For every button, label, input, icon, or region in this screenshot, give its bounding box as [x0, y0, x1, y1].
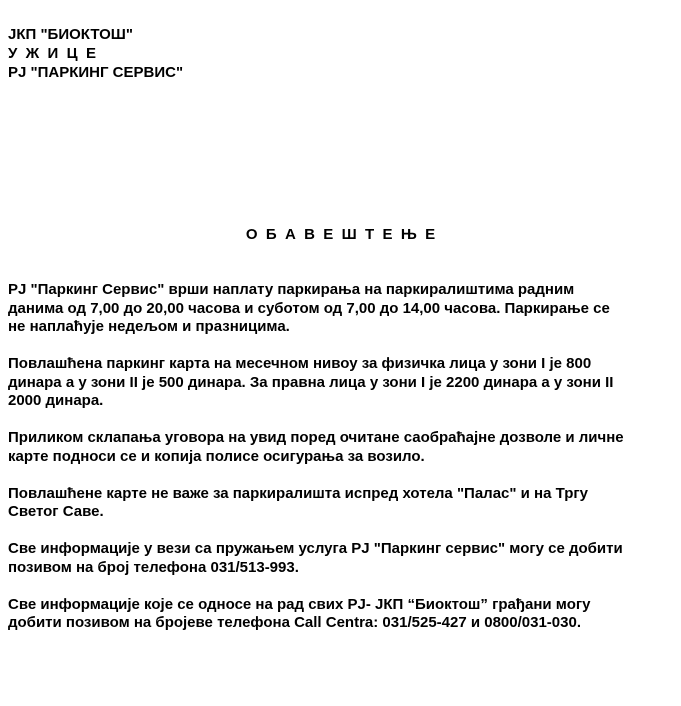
- paragraph-parking-hours: РЈ "Паркинг Сервис" врши наплату паркирања на паркиралиштима радним данима од 7,00 до 20,00 часова и суботом од 7,00 до 14,00 часова. Паркирање се не наплаћује недељом и празницима.: [8, 281, 610, 335]
- header-company-name: ЈКП "БИОКТОШ": [8, 26, 133, 43]
- header-unit-name: РЈ "ПАРКИНГ СЕРВИС": [8, 64, 184, 81]
- notice-body: [8, 281, 678, 651]
- paragraph-call-center: Све информације које се односе на рад свих РЈ- ЈКП “Биоктош” грађани могу добити позивом на бројеве телефона Call Centra: 031/525-427 и 0800/031-030.: [8, 595, 591, 631]
- organization-header: [8, 25, 183, 82]
- paragraph-monthly-card-prices: Повлашћена паркинг карта на месечном нивоу за физичка лица у зони I је 800 динара а у зони II је 500 динара. За правна лица у зони I је 2200 динара а у зони II 2000 динара.: [8, 355, 614, 409]
- notice-title: О Б А В Е Ш Т Е Њ Е: [245, 226, 436, 243]
- paragraph-service-phone: Све информације у вези са пружањем услуга РЈ "Паркинг сервис" могу се добити позивом на број телефона 031/513-993.: [8, 540, 623, 576]
- header-city: У Ж И Ц Е: [8, 45, 96, 62]
- paragraph-card-exceptions: Повлашћене карте не важе за паркиралишта испред хотела "Палас" и на Тргу Светог Саве.: [8, 484, 588, 520]
- paragraph-contract-documents: Приликом склапања уговора на увид поред очитане саобраћајне дозволе и личне карте подноси се и копија полисе осигурања за возило.: [8, 429, 624, 465]
